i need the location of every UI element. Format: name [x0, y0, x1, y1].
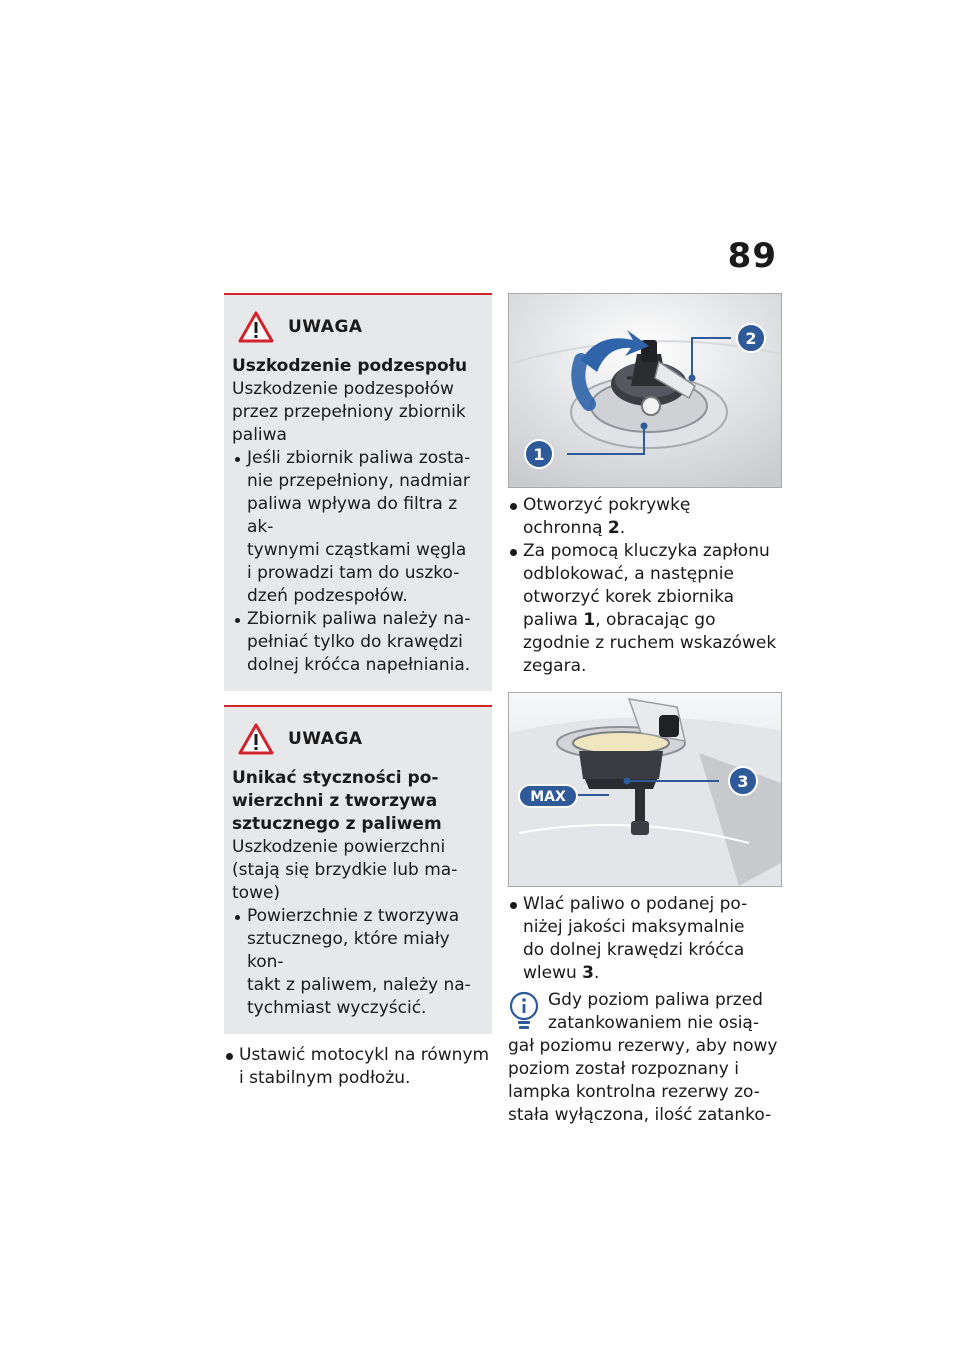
- callout-3-label: 3: [737, 772, 749, 791]
- step-line: Ustawić motocykl na równym: [239, 1045, 490, 1065]
- warning-title: UWAGA: [288, 729, 363, 749]
- figure-filler-neck: [508, 692, 782, 887]
- warning-body-line: Uszkodzenie powierzchni: [232, 837, 446, 857]
- step-text: .: [594, 963, 600, 983]
- step-line: [523, 962, 782, 985]
- right-column: [508, 293, 782, 1127]
- info-line: gał poziomu rezerwy, aby nowy: [508, 1036, 778, 1056]
- bullet-line: dzeń podzespołów.: [247, 586, 408, 606]
- steps-refuel: [508, 893, 782, 985]
- step-line: zgodnie z ruchem wskazówek: [523, 633, 777, 653]
- reference-number: 2: [607, 518, 620, 538]
- step-line: [523, 517, 782, 540]
- step-line: zegara.: [523, 656, 587, 676]
- info-line: zatankowaniem nie osią-: [548, 1013, 759, 1033]
- info-note: [508, 989, 782, 1127]
- bullet-line: i prowadzi tam do uszko-: [247, 563, 460, 583]
- bullet-line: dolnej króćca napełniania.: [247, 655, 471, 675]
- warning-heading-line: Uszkodzenie podzespołu: [232, 356, 468, 376]
- warning-heading-line: wierzchni z tworzywa: [232, 791, 438, 811]
- step-line: [523, 609, 782, 632]
- step-line: do dolnej krawędzi króćca: [523, 940, 745, 960]
- step-line: niżej jakości maksymalnie: [523, 917, 745, 937]
- warning-box-plastic-surfaces: [224, 705, 492, 1034]
- step-text: .: [619, 518, 626, 538]
- info-line: poziom został rozpoznany i: [508, 1059, 739, 1079]
- bullet-line: Zbiornik paliwa należy na-: [247, 609, 471, 629]
- warning-bullet: [232, 905, 484, 1020]
- bullet-line: pełniać tylko do krawędzi: [247, 632, 463, 652]
- step-item: [508, 494, 782, 540]
- step-text: ochronną: [523, 518, 608, 538]
- step-item: [508, 893, 782, 985]
- info-lightbulb-icon: [508, 991, 540, 1031]
- step-text: paliwa: [523, 610, 584, 630]
- callout-2-label: 2: [745, 329, 757, 348]
- bullet-line: tychmiast wyczyścić.: [247, 998, 427, 1018]
- warning-body-line: (stają się brzydkie lub ma-: [232, 860, 458, 880]
- warning-body-line: przez przepełniony zbiornik: [232, 402, 466, 422]
- bullet-line: Powierzchnie z tworzywa: [247, 906, 460, 926]
- callout-1-label: 1: [533, 445, 545, 464]
- step-item: [508, 540, 782, 678]
- warning-triangle-icon: [238, 311, 274, 343]
- warning-heading-line: Unikać styczności po-: [232, 768, 439, 788]
- step-line: i stabilnym podłożu.: [239, 1068, 411, 1088]
- left-column: [224, 293, 492, 1090]
- bullet-line: paliwa wpływa do filtra z ak-: [247, 494, 458, 537]
- bullet-line: Jeśli zbiornik paliwa zosta-: [247, 448, 471, 468]
- fuel-cap-illustration: [509, 294, 781, 487]
- figure-fuel-cap: [508, 293, 782, 488]
- page-number: 89: [727, 236, 777, 276]
- step-line: Otworzyć pokrywkę: [523, 495, 691, 515]
- warning-box-component-damage: [224, 293, 492, 691]
- warning-heading-line: sztucznego z paliwem: [232, 814, 442, 834]
- bullet-line: tywnymi cząstkami węgla: [247, 540, 467, 560]
- warning-body-line: towe): [232, 883, 281, 903]
- warning-body-line: paliwa: [232, 425, 287, 445]
- info-line: lampka kontrolna rezerwy zo-: [508, 1082, 760, 1102]
- filler-neck-illustration: [509, 693, 781, 886]
- step-item: [224, 1044, 492, 1090]
- step-line: otworzyć korek zbiornika: [523, 587, 735, 607]
- warning-header: [238, 723, 484, 755]
- max-label: MAX: [530, 789, 566, 805]
- bullet-line: nie przepełniony, nadmiar: [247, 471, 470, 491]
- warning-bullet: [232, 447, 484, 608]
- step-line: Za pomocą kluczyka zapłonu: [523, 541, 770, 561]
- warning-triangle-icon: [238, 723, 274, 755]
- reference-number: 3: [582, 963, 595, 983]
- warning-header: [238, 311, 484, 343]
- warning-body-line: Uszkodzenie podzespołów: [232, 379, 454, 399]
- step-text: wlewu: [523, 963, 583, 983]
- warning-bullet: [232, 608, 484, 677]
- step-line: odblokować, a następnie: [523, 564, 734, 584]
- step-text: , obracając go: [595, 610, 716, 630]
- bullet-line: sztucznego, które miały kon-: [247, 929, 450, 972]
- steps-open-cap: [508, 494, 782, 678]
- reference-number: 1: [583, 610, 596, 630]
- warning-title: UWAGA: [288, 317, 363, 337]
- step-line: Wlać paliwo o podanej po-: [523, 894, 748, 914]
- info-line: Gdy poziom paliwa przed: [548, 990, 763, 1010]
- left-steps: [224, 1044, 492, 1090]
- info-line: stała wyłączona, ilość zatanko-: [508, 1105, 772, 1125]
- bullet-line: takt z paliwem, należy na-: [247, 975, 471, 995]
